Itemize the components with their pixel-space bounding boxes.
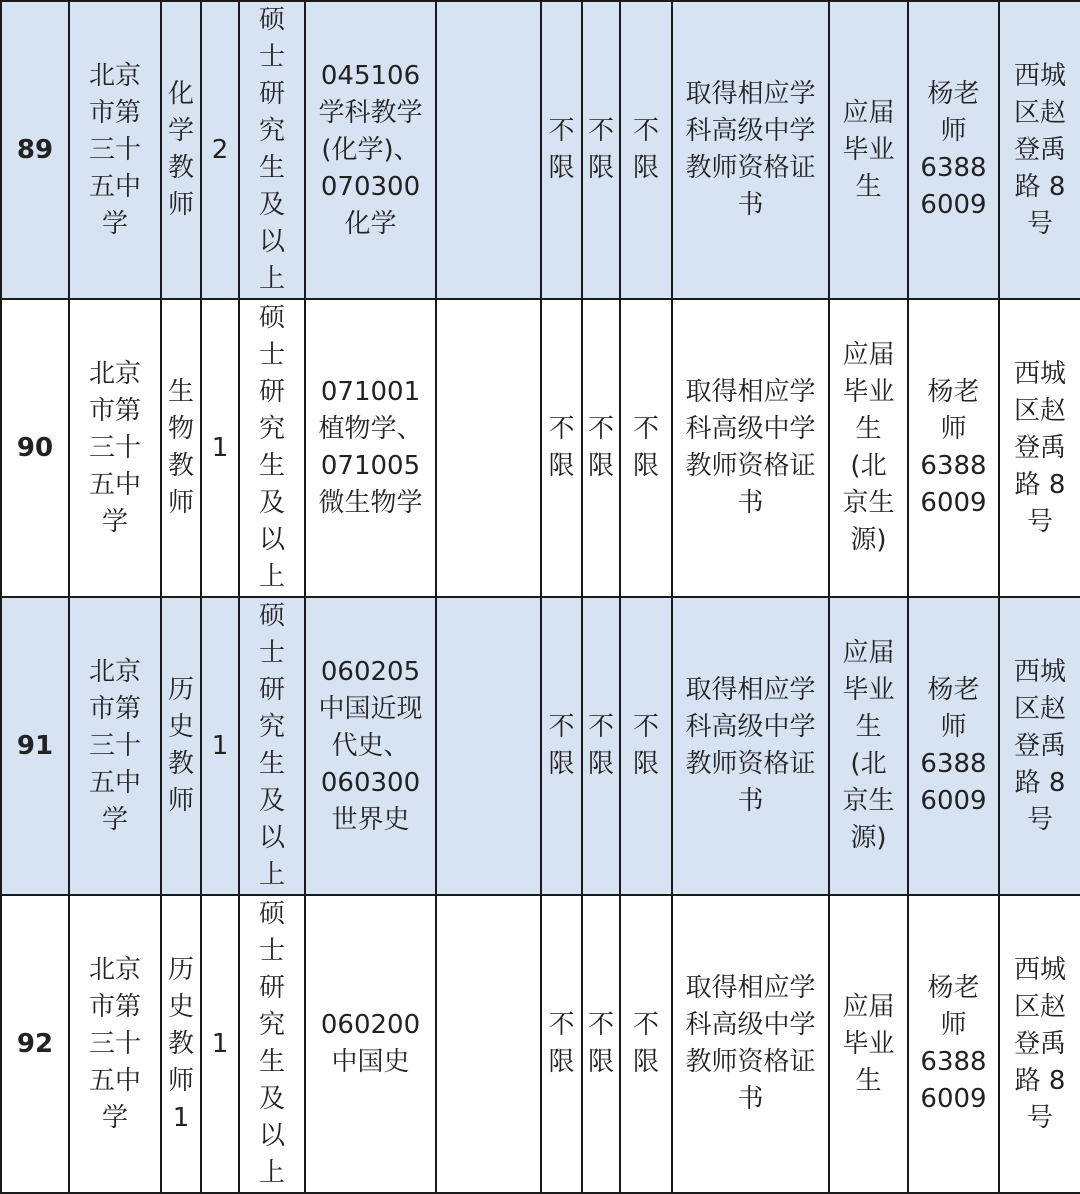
school-cell: 北京 市第 三十 五中 学: [69, 895, 161, 1193]
hire-count-cell: 2: [201, 1, 239, 299]
empty-cell: [436, 299, 541, 597]
hire-count-cell: 1: [201, 597, 239, 895]
row-number-cell: 91: [1, 597, 69, 895]
qualification-cell: 取得相应学 科高级中学 教师资格证 书: [672, 597, 829, 895]
requirement-cell: 不 限: [541, 597, 582, 895]
address-cell: 西城 区赵 登禹 路 8 号: [999, 597, 1080, 895]
requirement-cell: 不 限: [582, 895, 620, 1193]
education-cell: 硕 士 研 究 生 及 以 上: [239, 299, 305, 597]
major-cell: 060205 中国近现 代史、 060300 世界史: [305, 597, 436, 895]
table-row: [1, 597, 1080, 895]
qualification-cell: 取得相应学 科高级中学 教师资格证 书: [672, 895, 829, 1193]
position-cell: 历 史 教 师: [161, 597, 201, 895]
school-cell: 北京 市第 三十 五中 学: [69, 597, 161, 895]
empty-cell: [436, 1, 541, 299]
address-cell: 西城 区赵 登禹 路 8 号: [999, 1, 1080, 299]
hire-count-cell: 1: [201, 299, 239, 597]
row-number-cell: 89: [1, 1, 69, 299]
requirement-cell: 不 限: [620, 597, 672, 895]
position-cell: 历 史 教 师 1: [161, 895, 201, 1193]
education-cell: 硕 士 研 究 生 及 以 上: [239, 895, 305, 1193]
candidate-source-cell: 应届 毕业 生: [829, 1, 908, 299]
candidate-source-cell: 应届 毕业 生: [829, 895, 908, 1193]
table-row: [1, 1, 1080, 299]
address-cell: 西城 区赵 登禹 路 8 号: [999, 895, 1080, 1193]
position-cell: 生 物 教 师: [161, 299, 201, 597]
education-cell: 硕 士 研 究 生 及 以 上: [239, 597, 305, 895]
qualification-cell: 取得相应学 科高级中学 教师资格证 书: [672, 1, 829, 299]
candidate-source-cell: 应届 毕业 生 (北 京生 源): [829, 597, 908, 895]
requirement-cell: 不 限: [620, 299, 672, 597]
hire-count-cell: 1: [201, 895, 239, 1193]
requirement-cell: 不 限: [620, 1, 672, 299]
major-cell: 060200 中国史: [305, 895, 436, 1193]
table-row: [1, 895, 1080, 1193]
education-cell: 硕 士 研 究 生 及 以 上: [239, 1, 305, 299]
empty-cell: [436, 597, 541, 895]
requirement-cell: 不 限: [582, 597, 620, 895]
school-cell: 北京 市第 三十 五中 学: [69, 1, 161, 299]
candidate-source-cell: 应届 毕业 生 (北 京生 源): [829, 299, 908, 597]
requirement-cell: 不 限: [541, 299, 582, 597]
position-cell: 化 学 教 师: [161, 1, 201, 299]
contact-cell: 杨老 师 6388 6009: [908, 1, 999, 299]
qualification-cell: 取得相应学 科高级中学 教师资格证 书: [672, 299, 829, 597]
contact-cell: 杨老 师 6388 6009: [908, 299, 999, 597]
school-cell: 北京 市第 三十 五中 学: [69, 299, 161, 597]
contact-cell: 杨老 师 6388 6009: [908, 895, 999, 1193]
row-number-cell: 92: [1, 895, 69, 1193]
requirement-cell: 不 限: [541, 895, 582, 1193]
requirement-cell: 不 限: [620, 895, 672, 1193]
row-number-cell: 90: [1, 299, 69, 597]
major-cell: 071001 植物学、 071005 微生物学: [305, 299, 436, 597]
requirement-cell: 不 限: [541, 1, 582, 299]
table-row: [1, 299, 1080, 597]
empty-cell: [436, 895, 541, 1193]
contact-cell: 杨老 师 6388 6009: [908, 597, 999, 895]
requirement-cell: 不 限: [582, 299, 620, 597]
requirement-cell: 不 限: [582, 1, 620, 299]
major-cell: 045106 学科教学 (化学)、 070300 化学: [305, 1, 436, 299]
address-cell: 西城 区赵 登禹 路 8 号: [999, 299, 1080, 597]
